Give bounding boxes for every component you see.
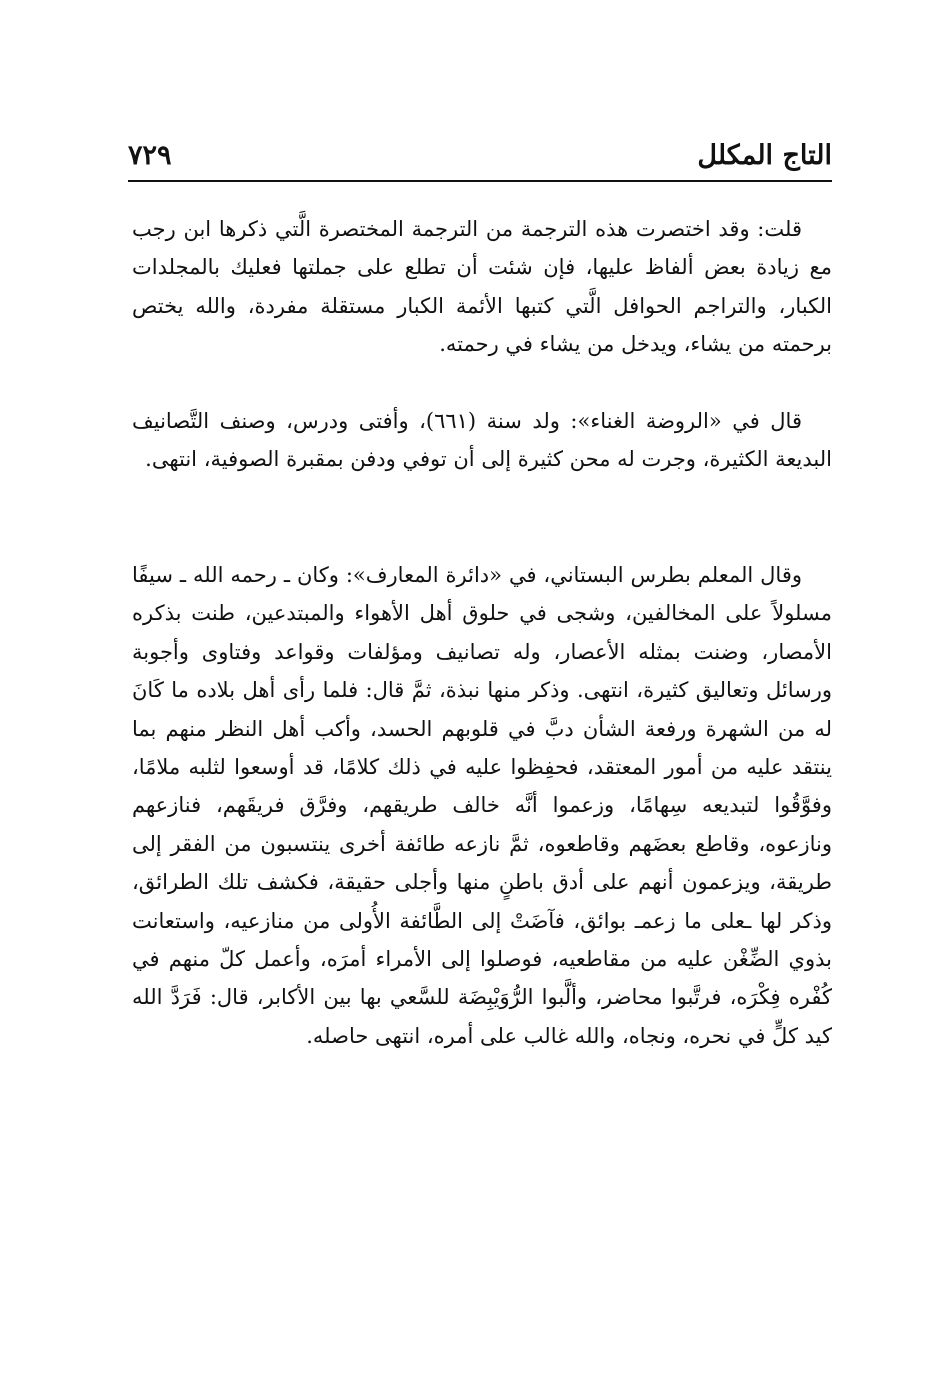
body-paragraph-2 [132, 402, 832, 479]
header-rule [128, 180, 832, 182]
paragraph-text: قلت: وقد اختصرت هذه الترجمة من الترجمة المختصرة الَّتي ذكرها ابن رجب مع زيادة بعض ألفاظ عليها، فإن شئت أن تطلع على جملتها فعليك بالمجلدات الكبار، والتراجم الحوافل الَّتي كتبها الأئمة الكبار مستقلة مفردة، والله يختص برحمته من يشاء، ويدخل من يشاء في رحمته. [132, 217, 832, 357]
page-number: ٧٢٩ [128, 140, 172, 171]
paragraph-text: وقال المعلم بطرس البستاني، في «دائرة المعارف»: وكان ـ رحمه الله ـ سيفًا مسلولاً على المخالفين، وشجى في حلوق أهل الأهواء والمبتدعين، طنت بذكره الأمصار، وضنت بمثله الأعصار، وله تصانيف ومؤلفات وقواعد وفتاوى وأجوبة ورسائل وتعاليق كثيرة، انتهى. وذكر منها نبذة، ثمَّ قال: فلما رأى أهل بلاده ما كَانَ له من الشهرة ورفعة الشأن دبَّ في قلوبهم الحسد، وأكب أهل النظر منهم بما ينتقد عليه من أمور المعتقد، فحفِظوا عليه في ذلك كلامًا، قد أوسعوا لثلبه ملامًا، وفوَّقُوا لتبديعه سِهامًا، وزعموا أنَّه خالف طريقهم، وفرَّق فريقَهم، فنازعهم ونازعوه، وقاطع بعضَهم وقاطعوه، ثمَّ نازعه طائفة أخرى ينتسبون من الفقر إلى طريقة، ويزعمون أنهم على أدق باطنٍ منها وأجلى حقيقة، فكشف تلك الطرائق، وذكر لها ـعلى ما زعمـ بوائق، فآضَتْ إلى الطَّائفة الأُولى من منازعيه، واستعانت بذوي الضِّغْن عليه من مقاطعيه، فوصلوا إلى الأمراء أمرَه، وأعمل كلّ منهم في كُفْره فِكْرَه، فرتَّبوا محاضر، وألَّبوا الرُّوَيْبِضَة للسَّعي بها بين الأكابر، قال: فَرَدَّ الله كيد كلٍّ في نحره، ونجاه، والله غالب على أمره، انتهى حاصله. [132, 563, 832, 1048]
paragraph-text: قال في «الروضة الغناء»: ولد سنة (٦٦١)، وأفتى ودرس، وصنف التَّصانيف البديعة الكثيرة، وجرت له محن كثيرة إلى أن توفي ودفن بمقبرة الصوفية، انتهى. [132, 409, 832, 472]
body-paragraph-1 [132, 210, 832, 364]
running-title: التاج المكلل [697, 140, 832, 171]
page-header [128, 134, 832, 180]
body-paragraph-3 [132, 556, 832, 1055]
